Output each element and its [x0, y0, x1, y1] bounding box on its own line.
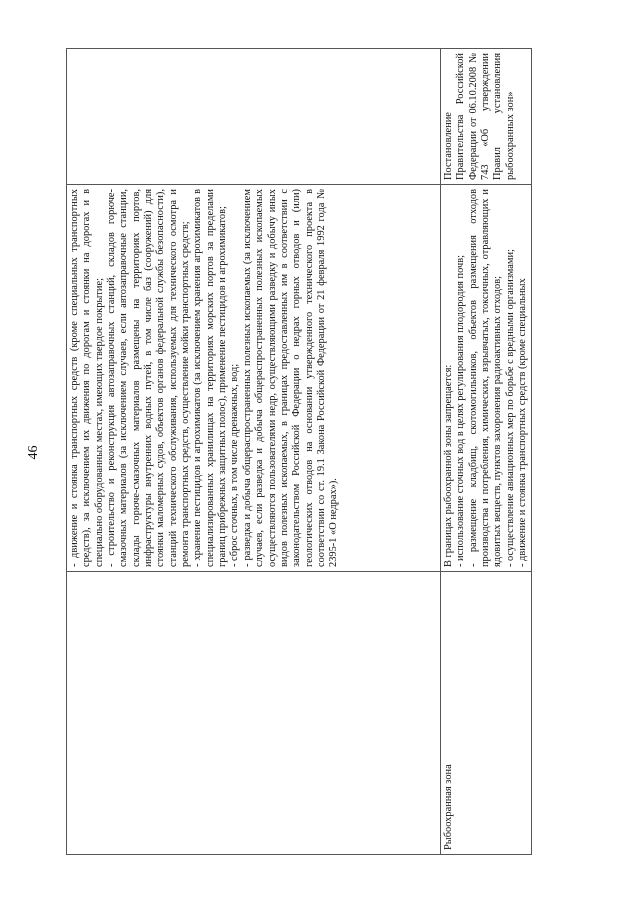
- restrictions-cell: [441, 185, 532, 572]
- zone-cell: Рыбоохранная зона: [441, 572, 532, 855]
- restriction-item: - использование сточных вод в целях регулирования плодородия почв;: [455, 254, 467, 567]
- restriction-item: В границах рыбоохранной зоны запрещается:: [443, 364, 454, 567]
- restriction-item: - хранение пестицидов и агрохимикатов (за исключением хранения агрохимикатов в специализированных хранилищах на территориях морских портов за пределами границ прибрежных защитных полос), применение пестицидов и агрохимикатов;: [192, 189, 229, 567]
- restrictions-table: [66, 48, 532, 855]
- legal-basis-cell: [67, 49, 441, 185]
- legal-basis-cell: Постановление Правительства Российской Федерации от 06.10.2008 № 743 «Об утверждении Правил установления рыбоохранных зон»: [441, 49, 532, 185]
- page-number: 46: [26, 445, 41, 460]
- restriction-item: - движение и стоянка транспортных средств (кроме специальных: [517, 278, 529, 567]
- zone-cell: [67, 572, 441, 855]
- restriction-item: - разведка и добыча общераспространенных полезных ископаемых (за исключением случаев, если разведка и добыча общераспространенных полезных ископаемых осуществляются пользователями недр, осуществляющими разведку и добычу иных видов полезных ископаемых, в границах предоставленных им в соответствии с законодательством Российской Федерации о недрах горных отводов и (или) геологических отводов на основании утвержденного технического проекта в соответствии со ст. 19.1 Закона Российской Федерации от 21 февраля 1992 года № 2395-1 «О недрах»).: [241, 189, 340, 567]
- restriction-item: - осуществление авиационных мер по борьбе с вредными организмами;: [504, 249, 516, 567]
- restriction-item: - размещение кладбищ, скотомогильников, объектов размещения отходов производства и потребления, химических, взрывчатых, токсичных, отравляющих и ядовитых веществ, пунктов захоронения радиоактивных отходов;: [467, 189, 504, 567]
- restriction-item: - движение и стоянка транспортных средств (кроме специальных транспортных средств), за исключением их движения по дорогам и стоянки на дорогах и в специально оборудованных местах, имеющих твердое покрытие;: [69, 189, 105, 567]
- restrictions-cell: [67, 185, 441, 572]
- restriction-item: - сброс сточных, в том числе дренажных, вод;: [229, 363, 241, 567]
- table-row: [441, 49, 532, 855]
- restriction-item: - строительство и реконструкция автозаправочных станций, складов горюче-смазочных материалов (за исключением случаев, если автозаправочные станции, склады горюче-смазочных материалов размещены на территориях портов, инфраструктуры внутренних водных путей, в том числе баз (сооружений) для стоянки маломерных судов, объектов органов федеральной службы безопасности), станций технического обслуживания, используемых для технического осмотра и ремонта транспортных средств, осуществление мойки транспортных средств;: [106, 189, 192, 567]
- table-row: [67, 49, 441, 855]
